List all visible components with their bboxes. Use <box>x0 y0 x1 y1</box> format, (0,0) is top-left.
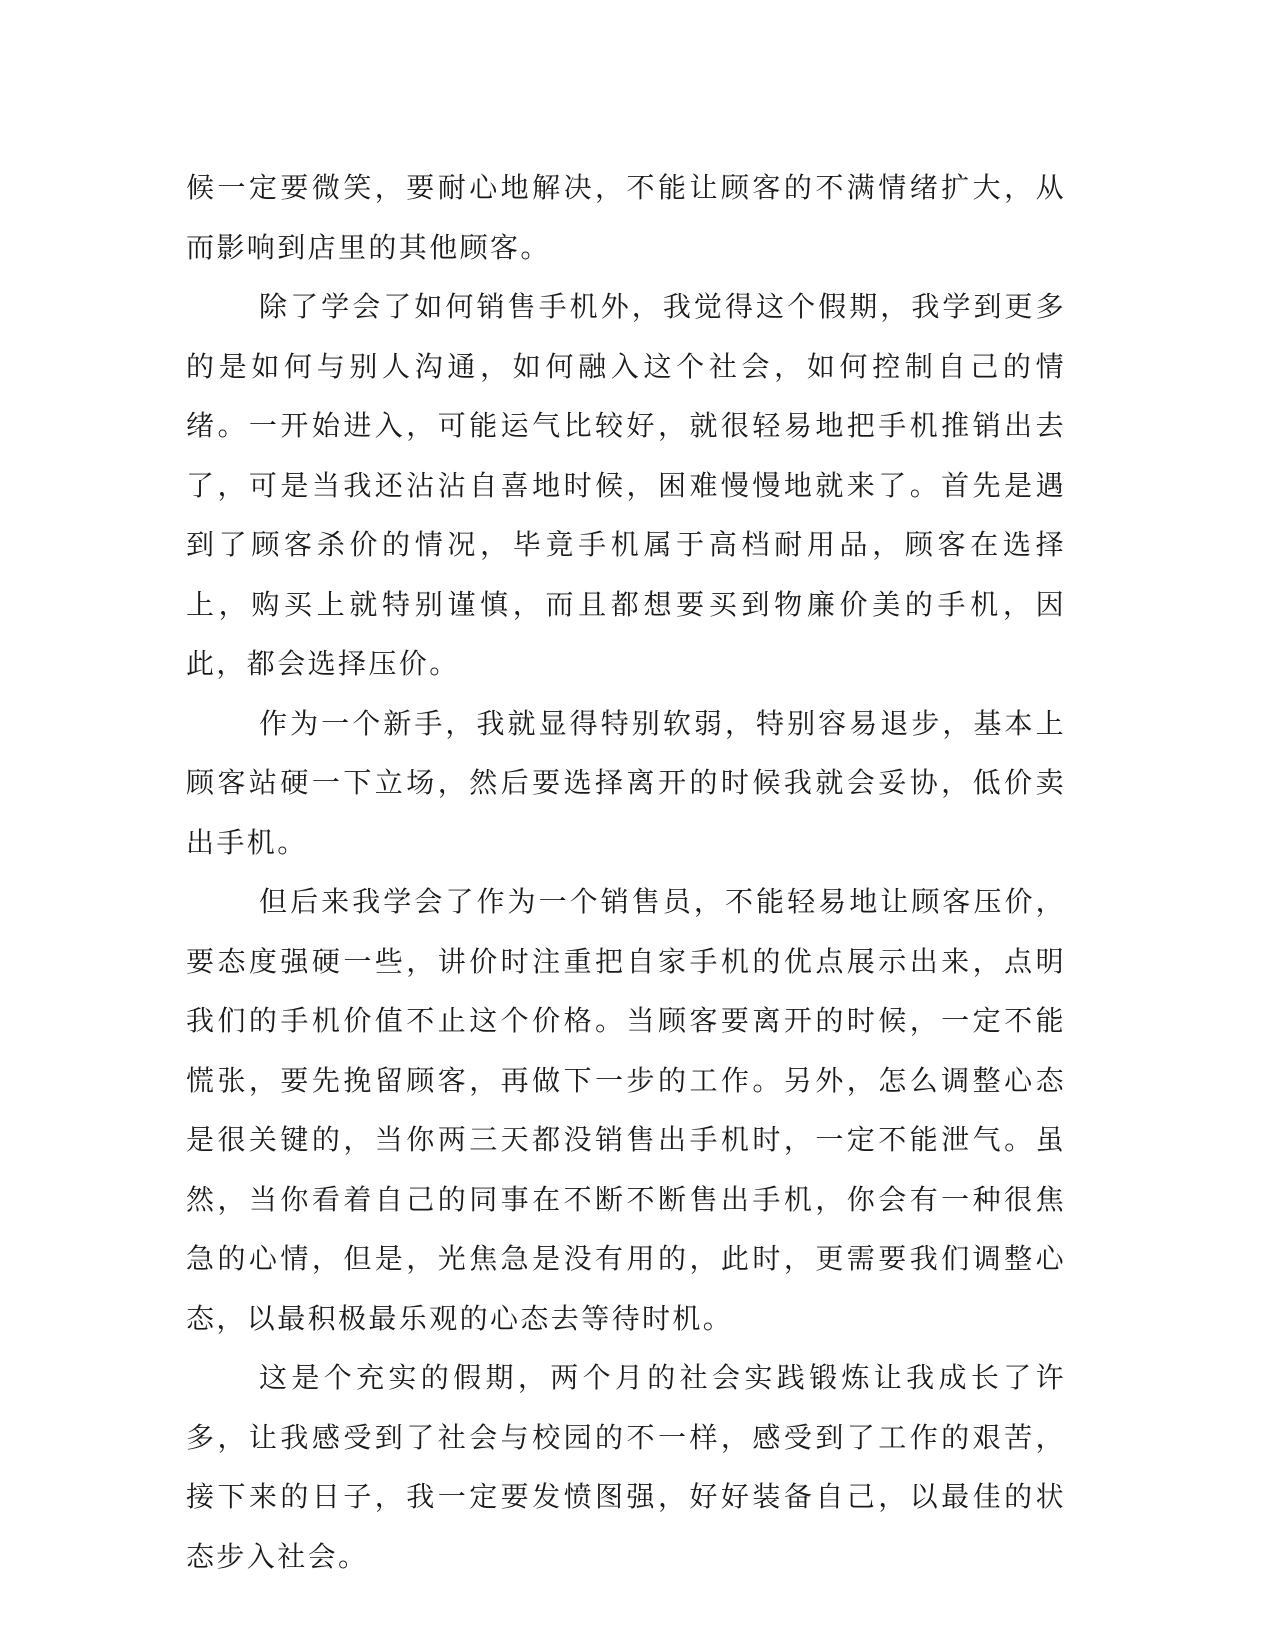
paragraph-4: 但后来我学会了作为一个销售员，不能轻易地让顾客压价，要态度强硬一些，讲价时注重把自家手机的优点展示出来，点明我们的手机价值不止这个价格。当顾客要离开的时候，一定不能慌张，要先挽留顾客，再做下一步的工作。另外，怎么调整心态是很关键的，当你两三天都没销售出手机时，一定不能泄气。虽然，当你看着自己的同事在不断不断售出手机，你会有一种很焦急的心情，但是，光焦急是没有用的，此时，更需要我们调整心态，以最积极最乐观的心态去等待时机。 <box>186 885 1066 1335</box>
paragraph-2: 除了学会了如何销售手机外，我觉得这个假期，我学到更多的是如何与别人沟通，如何融入这个社会，如何控制自己的情绪。一开始进入，可能运气比较好，就很轻易地把手机推销出去了，可是当我还沾沾自喜地时候，困难慢慢地就来了。首先是遇到了顾客杀价的情况，毕竟手机属于高档耐用品，顾客在选择上，购买上就特别谨慎，而且都想要买到物廉价美的手机，因此，都会选择压价。 <box>186 290 1066 680</box>
document-body <box>186 158 1066 1586</box>
paragraph-1: 候一定要微笑，要耐心地解决，不能让顾客的不满情绪扩大，从而影响到店里的其他顾客。 <box>186 171 1066 264</box>
paragraph-5: 这是个充实的假期，两个月的社会实践锻炼让我成长了许多，让我感受到了社会与校园的不一样，感受到了工作的艰苦，接下来的日子，我一定要发愤图强，好好装备自己，以最佳的状态步入社会。 <box>186 1361 1066 1573</box>
paragraph-3: 作为一个新手，我就显得特别软弱，特别容易退步，基本上顾客站硬一下立场，然后要选择离开的时候我就会妥协，低价卖出手机。 <box>186 706 1066 859</box>
